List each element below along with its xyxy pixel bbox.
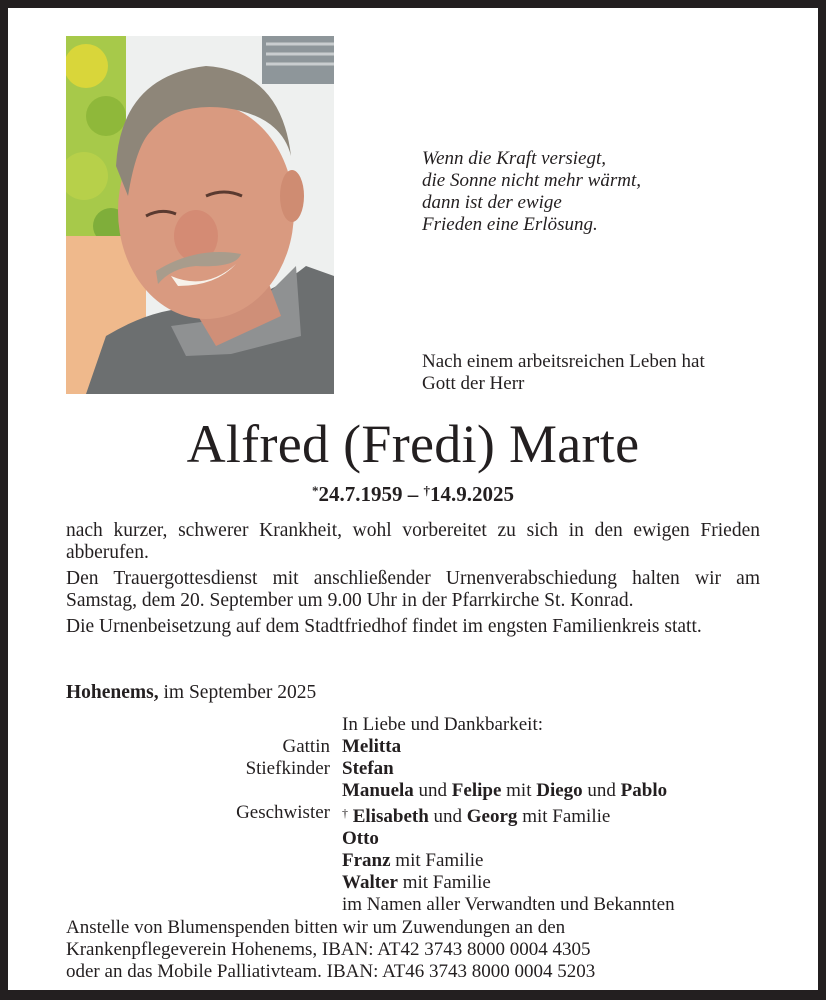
mourner-names [342, 828, 818, 850]
mourner-names [342, 894, 818, 916]
mourner-row [8, 802, 818, 828]
donation-note [66, 917, 786, 983]
relation-label [8, 828, 342, 850]
poem-line: die Sonne nicht mehr wärmt, [422, 170, 642, 191]
relation-label [8, 714, 342, 736]
mourner-name: Felipe [451, 780, 502, 801]
connector-text: und [428, 806, 467, 827]
mourner-name: Georg [466, 806, 518, 827]
mourner-name: Diego [536, 780, 583, 801]
relation-label: Geschwister [236, 802, 330, 823]
portrait-photo [66, 36, 334, 394]
body-paragraph: Den Trauergottesdienst mit anschließender Urnenverabschiedung halten wir am Samstag, dem 20. September um 9.00 Uhr in der Pfarrkirche St. Konrad. [66, 568, 760, 611]
mourner-names [342, 802, 818, 828]
life-dates [8, 478, 818, 507]
death-cross-icon: † [423, 483, 430, 498]
intro-line: Nach einem arbeitsreichen Leben hat [422, 351, 705, 372]
connector-text: und [413, 780, 452, 801]
mourner-name: Otto [342, 828, 379, 849]
mourner-row [8, 894, 818, 916]
mourner-name: Pablo [620, 780, 668, 801]
donation-line: Anstelle von Blumenspenden bitten wir um Zuwendungen an den [66, 917, 566, 938]
intro-text [422, 351, 812, 395]
mourner-row [8, 758, 818, 780]
mourner-name: Manuela [342, 780, 414, 801]
mourner-row [8, 736, 818, 758]
connector-text: mit Familie [397, 872, 491, 893]
poem [422, 148, 802, 236]
birth-star-icon: * [312, 483, 319, 498]
mourner-row [8, 828, 818, 850]
obituary-body [66, 520, 760, 642]
poem-line: dann ist der ewige [422, 192, 562, 213]
portrait-image [66, 36, 334, 394]
mourner-row [8, 780, 818, 802]
mourner-name: Stefan [342, 758, 394, 779]
mourner-names [342, 850, 818, 872]
place-date [66, 682, 316, 704]
mourner-name: Melitta [342, 736, 402, 757]
donation-line: oder an das Mobile Palliativteam. IBAN: AT46 3743 8000 0004 5203 [66, 961, 596, 982]
donation-line: Krankenpflegeverein Hohenems, IBAN: AT42 3743 8000 0004 4305 [66, 939, 591, 960]
mourner-name: Walter [342, 872, 398, 893]
intro-line: Gott der Herr [422, 373, 525, 394]
relation-label [8, 894, 342, 916]
mourner-names [342, 736, 818, 758]
body-paragraph: Die Urnenbeisetzung auf dem Stadtfriedhof findet im engsten Familienkreis statt. [66, 616, 702, 637]
connector-text: mit Familie [390, 850, 484, 871]
relation-label: Gattin [282, 736, 330, 757]
date-separator: – [402, 482, 424, 506]
mourners-heading: In Liebe und Dankbarkeit: [342, 714, 544, 735]
place-name: Hohenems, [66, 682, 159, 703]
mourners-heading-row [8, 714, 818, 736]
body-paragraph: nach kurzer, schwerer Krankheit, wohl vorbereitet zu sich in den ewigen Frieden abberufen. [66, 520, 760, 563]
deceased-cross-icon: † [342, 806, 348, 820]
mourners-list [8, 714, 818, 916]
poem-line: Wenn die Kraft versiegt, [422, 148, 606, 169]
mourner-name: Elisabeth [352, 806, 429, 827]
relation-label [8, 780, 342, 802]
mourner-names [342, 872, 818, 894]
mourner-row [8, 850, 818, 872]
connector-text: und [582, 780, 621, 801]
connector-text: im Namen aller Verwandten und Bekannten [342, 894, 675, 915]
connector-text: mit [501, 780, 537, 801]
mourner-name: Franz [342, 850, 391, 871]
relation-label [8, 872, 342, 894]
mourner-row [8, 872, 818, 894]
mourners-rows [8, 736, 818, 916]
relation-label: Stiefkinder [245, 758, 330, 779]
connector-text: mit Familie [517, 806, 611, 827]
death-date: 14.9.2025 [430, 482, 514, 506]
birth-date: 24.7.1959 [318, 482, 403, 506]
mourner-names [342, 758, 818, 780]
poem-line: Frieden eine Erlösung. [422, 214, 598, 235]
obituary-page [8, 8, 818, 990]
relation-label [8, 850, 342, 872]
deceased-name: Alfred (Fredi) Marte [186, 414, 640, 474]
date-text: im September 2025 [158, 682, 317, 703]
mourner-names [342, 780, 818, 802]
